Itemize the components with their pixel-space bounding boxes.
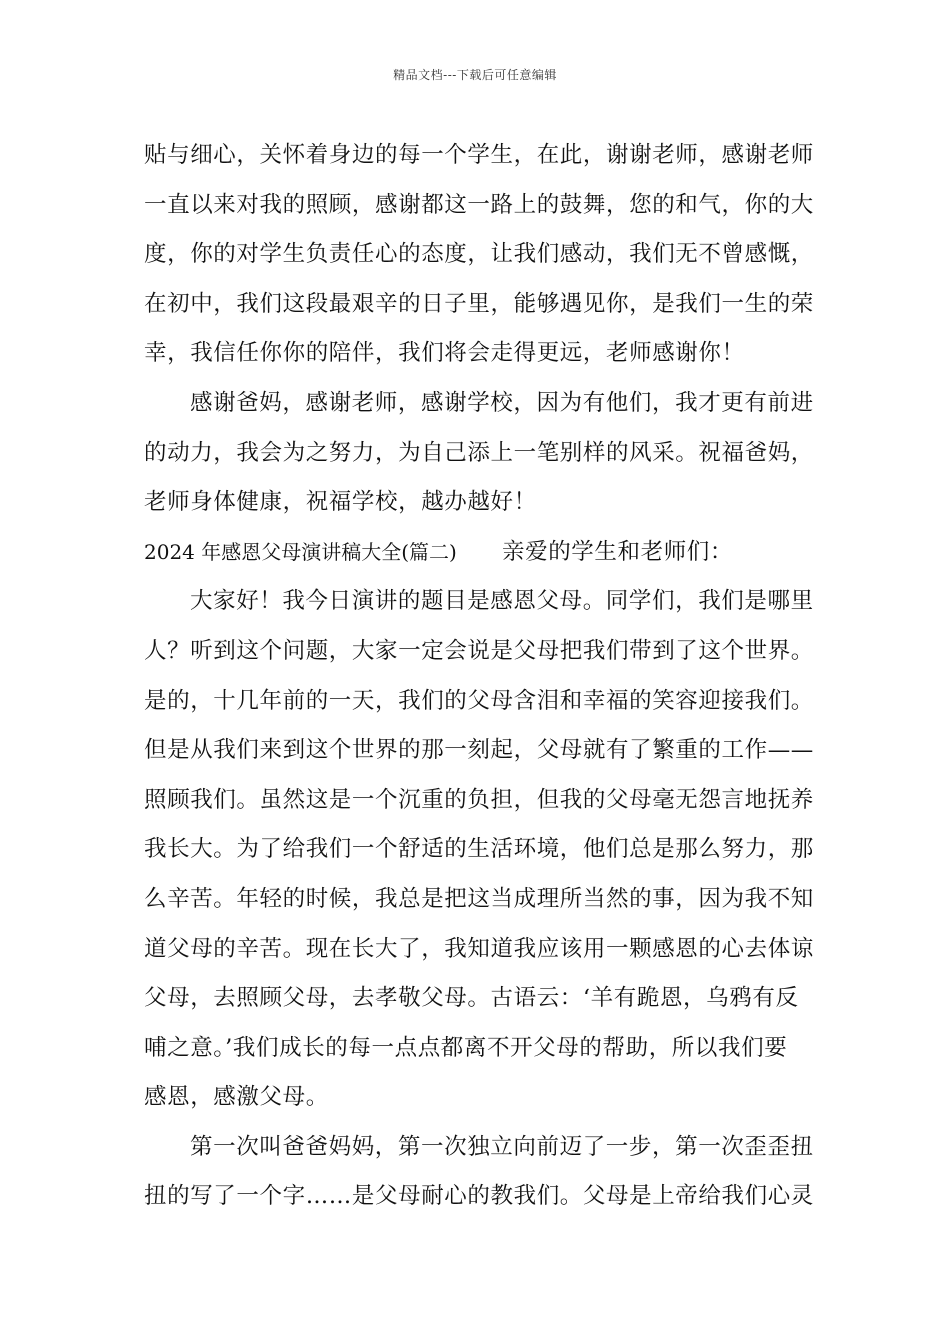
text-line: 道父母的辛苦。现在长大了，我知道我应该用一颗感恩的心去体谅 [144, 935, 814, 962]
text-line: 的动力，我会为之努力，为自己添上一笔别样的风采。祝福爸妈， [144, 439, 814, 466]
text-line: 么辛苦。年轻的时候，我总是把这当成理所当然的事，因为我不知 [144, 885, 814, 912]
text-line: 在初中，我们这段最艰辛的日子里，能够遇见你，是我们一生的荣 [144, 290, 814, 317]
text-line: 感恩，感激父母。 [144, 1084, 329, 1111]
text-line: 父母，去照顾父母，去孝敬父母。古语云：‘羊有跪恩，乌鸦有反 [144, 985, 799, 1012]
paragraph [144, 379, 814, 528]
section-title: 2024 年感恩父母演讲稿大全(篇二) [144, 539, 457, 564]
greeting-text: 亲爱的学生和老师们： [502, 538, 734, 565]
text-line: 第一次叫爸爸妈妈，第一次独立向前迈了一步，第一次歪歪扭 [190, 1133, 814, 1160]
paragraph [144, 131, 814, 379]
text-line: 扭的写了一个字……是父母耐心的教我们。父母是上帝给我们心灵 [144, 1183, 814, 1210]
text-line: 度，你的对学生负责任心的态度，让我们感动，我们无不曾感慨， [144, 241, 814, 268]
text-line: 感谢爸妈，感谢老师，感谢学校，因为有他们，我才更有前进 [190, 389, 814, 416]
document-body [144, 131, 814, 1222]
text-line: 幸，我信任你你的陪伴，我们将会走得更远，老师感谢你！ [144, 340, 745, 367]
paragraph [144, 1123, 814, 1222]
text-line: 人？听到这个问题，大家一定会说是父母把我们带到了这个世界。 [144, 637, 814, 664]
text-line: 哺之意。’我们成长的每一点点都离不开父母的帮助，所以我们要 [144, 1034, 788, 1061]
page-header: 精品文档---下载后可任意编辑 [393, 68, 557, 82]
text-line: 老师身体健康，祝福学校，越办越好！ [144, 489, 537, 516]
section-heading [144, 528, 808, 578]
text-line: 但是从我们来到这个世界的那一刻起，父母就有了繁重的工作—— [144, 737, 814, 764]
text-line: 照顾我们。虽然这是一个沉重的负担，但我的父母毫无怨言地抚养 [144, 786, 814, 813]
text-line: 贴与细心，关怀着身边的每一个学生，在此，谢谢老师，感谢老师 [144, 142, 814, 168]
text-line: 一直以来对我的照顾，感谢都这一路上的鼓舞，您的和气，你的大 [144, 191, 814, 218]
text-line: 大家好！我今日演讲的题目是感恩父母。同学们，我们是哪里 [190, 588, 814, 615]
paragraph [144, 577, 814, 1123]
text-line: 我长大。为了给我们一个舒适的生活环境，他们总是那么努力，那 [144, 836, 814, 863]
text-line: 是的，十几年前的一天，我们的父母含泪和幸福的笑容迎接我们。 [144, 687, 814, 714]
